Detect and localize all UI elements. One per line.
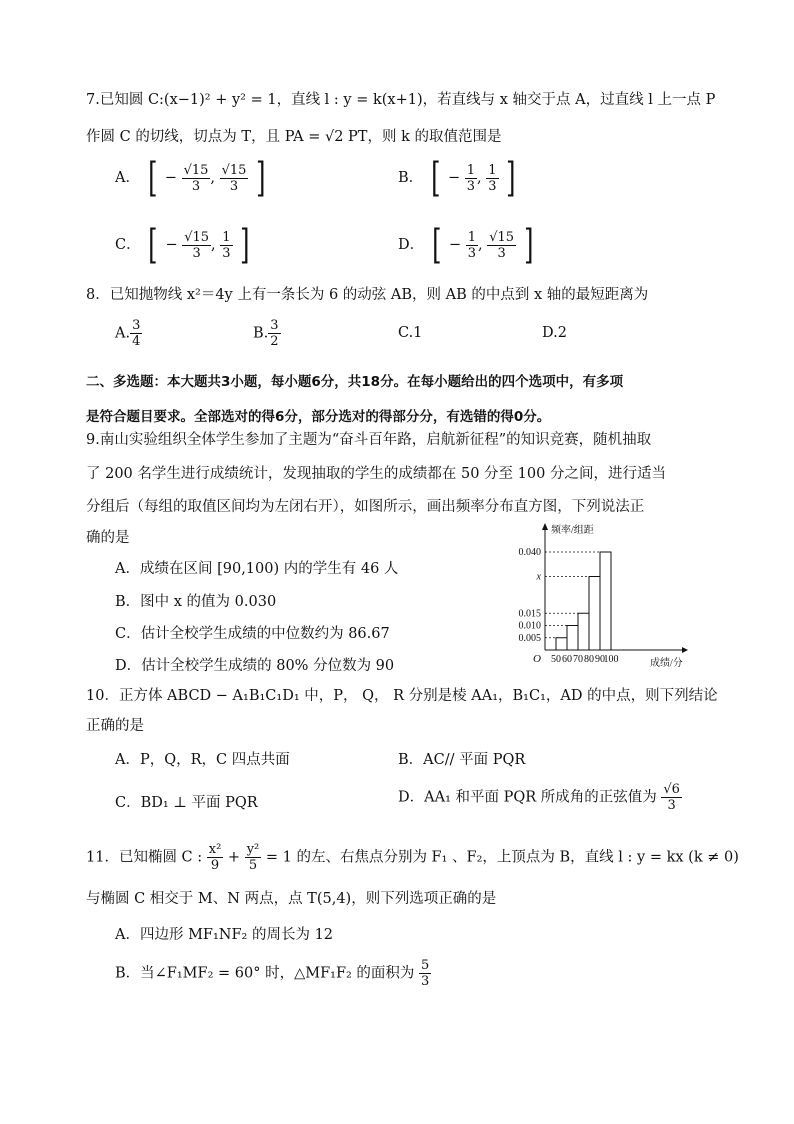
q10-option-b: B．AC// 平面 PQR [398, 752, 526, 768]
y-tick-label: 0.040 [518, 547, 541, 558]
denominator: 9 [210, 858, 220, 873]
option-label: A. [115, 325, 131, 342]
fraction [419, 958, 431, 989]
numerator: x² [208, 842, 222, 857]
denominator: 2 [270, 334, 279, 349]
fraction [466, 230, 478, 261]
q8-option-c: C.1 [398, 325, 423, 341]
fraction [182, 230, 211, 261]
option-label: A． [115, 170, 140, 186]
q9-stem-line3: 分组后（每组的取值区间均为左闭右开），如图所示，画出频率分布直方图，下列说法正 [86, 499, 645, 515]
q7-stem-line2: 作圆 C 的切线，切点为 T，且 PA = √2 PT，则 k 的取值范围是 [86, 129, 502, 145]
x-axis-arrow-icon [682, 647, 688, 653]
fraction [268, 318, 280, 349]
option-text: B．当∠F₁MF₂ = 60° 时，△MF₁F₂ 的面积为 [115, 965, 415, 982]
numerator: 3 [132, 318, 141, 333]
numerator: 1 [467, 229, 477, 245]
stem-text: 11．已知椭圆 C : [86, 849, 203, 866]
denominator: 3 [488, 178, 497, 194]
left-bracket-icon: [ [430, 155, 441, 201]
right-bracket-icon: ] [240, 222, 250, 268]
denominator: 3 [421, 974, 430, 989]
x-tick-label: 60 [562, 654, 572, 665]
q7-option-a: A． [ − $\frac{√15}{3}$ , $\frac{√15}{3}$ ] [115, 155, 266, 201]
x-tick-label: 80 [584, 654, 594, 665]
section2-header-line2: 是符合题目要求。全部选对的得6分，部分选对的得部分分，有选错的得0分。 [86, 409, 551, 425]
q9-option-b: B．图中 x 的值为 0.030 [115, 594, 277, 610]
left-bracket-icon: [ [148, 222, 158, 268]
fraction [245, 842, 262, 873]
denominator: 3 [191, 178, 201, 194]
numerator: 1 [466, 162, 476, 178]
q7-option-b: B． [ − $\frac{1}{3}$ , $\frac{1}{3}$ ] [398, 155, 516, 201]
numerator: 1 [222, 229, 231, 245]
q10-stem: 10．正方体 ABCD − A₁B₁C₁D₁ 中，P， Q， R 分别是棱 AA₁，B₁C₁，AD 的中点，则下列结论 [86, 688, 718, 704]
y-tick-label: 0.015 [518, 608, 541, 620]
q10-option-a: A．P，Q，R，C 四点共面 [115, 752, 290, 768]
numerator: √15 [184, 229, 210, 245]
fraction [207, 842, 224, 873]
q11-option-b [115, 958, 431, 989]
q9-stem-line2: 了 200 名学生进行成绩统计，发现抽取的学生的成绩都在 50 分至 100 分之间，进行适当 [86, 466, 666, 482]
left-bracket-icon: [ [147, 155, 158, 201]
denominator: 3 [667, 798, 676, 813]
q10-option-c: C．BD₁ ⊥ 平面 PQR [115, 795, 258, 811]
x-tick-label: 50 [551, 654, 561, 665]
plus-sign: + [227, 849, 241, 866]
x-tick-label: 70 [573, 654, 583, 665]
minus-sign: − [165, 237, 178, 253]
q11-stem-line2: 与椭圆 C 相交于 M、N 两点，点 T(5,4)，则下列选项正确的是 [86, 891, 497, 907]
q8-option-a [115, 318, 142, 349]
histogram-bar [589, 577, 600, 651]
fraction [130, 318, 142, 349]
denominator: 3 [466, 178, 476, 194]
q10-stem-line2: 正确的是 [86, 718, 144, 734]
denominator: 5 [248, 858, 258, 873]
fraction [465, 163, 477, 194]
y-axis-label: 频率/组距 [551, 525, 594, 536]
q8-stem: 8．已知抛物线 x²＝4y 上有一条长为 6 的动弦 AB，则 AB 的中点到 x 轴的最短距离为 [86, 287, 649, 303]
minus-sign: − [164, 170, 177, 186]
option-label: B. [253, 325, 269, 342]
fraction [486, 163, 498, 194]
denominator: 3 [192, 245, 201, 261]
q8-option-b [253, 318, 281, 349]
denominator: 3 [467, 245, 477, 261]
q7-option-c: C． [ − $\frac{√15}{3}$ , $\frac{1}{3}$ ] [115, 222, 250, 268]
numerator: 1 [488, 162, 497, 178]
histogram-bar [567, 626, 578, 651]
right-bracket-icon: ] [506, 155, 516, 201]
option-label: D． [398, 237, 425, 253]
numerator: √15 [221, 162, 247, 178]
right-bracket-icon: ] [523, 222, 534, 268]
fraction [487, 230, 516, 261]
q10-option-d [398, 782, 682, 813]
option-text: D．AA₁ 和平面 PQR 所成角的正弦值为 [398, 789, 657, 806]
fraction [220, 230, 232, 261]
right-bracket-icon: ] [256, 155, 266, 201]
numerator: 5 [421, 958, 430, 973]
q7-stem-line1: 7.已知圆 C:(x−1)² + y² = 1，直线 l : y = k(x+1)，若直线与 x 轴交于点 A，过直线 l 上一点 P [86, 92, 716, 108]
minus-sign: − [448, 237, 462, 253]
numerator: 3 [270, 318, 279, 333]
minus-sign: − [447, 170, 461, 186]
q9-stem-line4: 确的是 [86, 530, 130, 546]
fraction [661, 782, 682, 813]
q7-option-d: D． [ − $\frac{1}{3}$ , $\frac{√15}{3}$ ] [398, 222, 534, 268]
origin-label: O [533, 653, 541, 665]
denominator: 3 [229, 178, 239, 194]
y-tick-label: 0.005 [518, 632, 541, 644]
numerator: √6 [663, 782, 680, 797]
numerator: √15 [489, 229, 515, 245]
stem-text: = 1 的左、右焦点分别为 F₁ 、F₂，上顶点为 B，直线 l : y = kx (k ≠ 0) [265, 849, 739, 866]
numerator: y² [246, 842, 260, 857]
frequency-histogram [500, 520, 700, 672]
section2-header-line1: 二、多选题：本大题共3小题，每小题6分，共18分。在每小题给出的四个选项中，有多项 [86, 374, 624, 390]
fraction [220, 163, 249, 194]
q8-option-d: D.2 [542, 325, 567, 341]
histogram-bar [578, 613, 589, 650]
q9-option-a: A．成绩在区间 [90,100) 内的学生有 46 人 [115, 561, 399, 577]
q9-option-d: D．估计全校学生成绩的 80% 分位数为 90 [115, 658, 395, 674]
x-tick-label: 90 [595, 654, 605, 665]
option-label: C． [115, 237, 141, 253]
q9-option-c: C．估计全校学生成绩的中位数约为 86.67 [115, 626, 390, 642]
x-axis-label: 成绩/分 [650, 658, 683, 669]
q9-stem-line1: 9.南山实验组织全体学生参加了主题为“奋斗百年路，启航新征程”的知识竞赛，随机抽取 [86, 432, 652, 448]
denominator: 3 [222, 245, 231, 261]
x-tick-label: 100 [603, 654, 619, 665]
y-tick-label: 0.010 [518, 620, 541, 632]
y-tick-label: x [536, 571, 541, 583]
histogram-bar [556, 638, 567, 650]
left-bracket-icon: [ [431, 222, 442, 268]
fraction [182, 163, 211, 194]
option-label: B． [398, 170, 424, 186]
q11-option-a: A．四边形 MF₁NF₂ 的周长为 12 [115, 927, 334, 943]
histogram-bar [600, 552, 611, 650]
q11-stem [86, 842, 739, 873]
numerator: √15 [183, 162, 209, 178]
denominator: 4 [132, 334, 141, 349]
y-axis-arrow-icon [542, 523, 548, 530]
denominator: 3 [497, 245, 506, 261]
